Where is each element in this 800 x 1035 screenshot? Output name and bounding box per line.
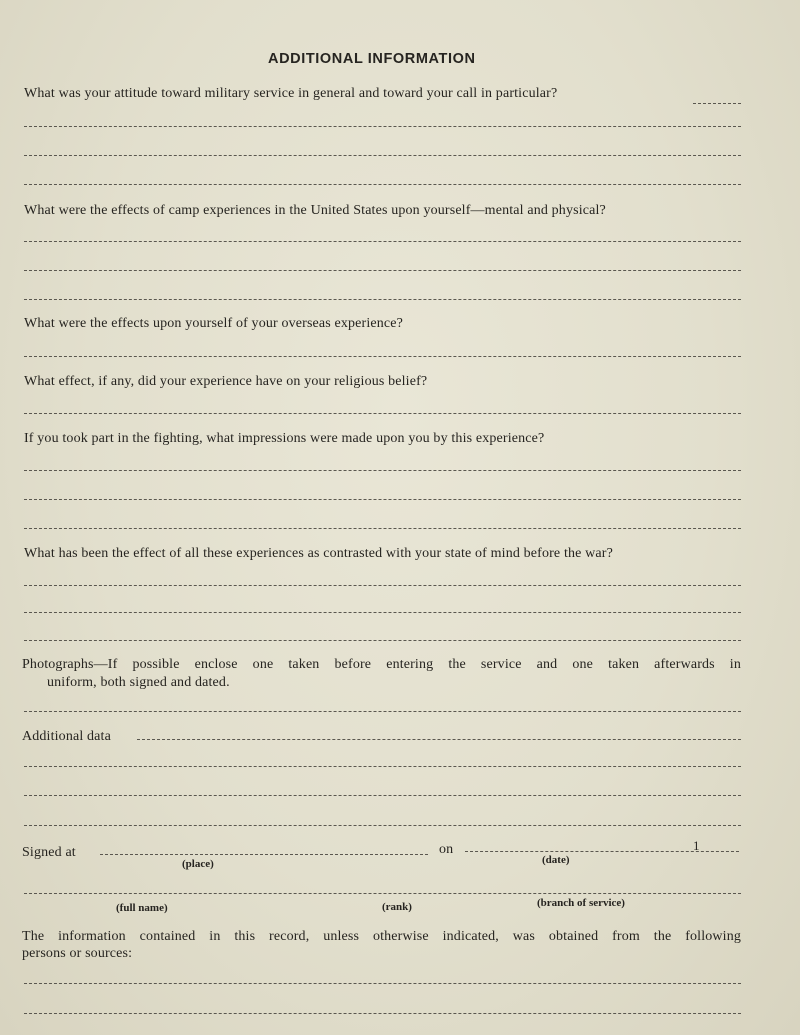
place-field[interactable] xyxy=(100,854,428,855)
answer-line[interactable] xyxy=(24,270,741,271)
date-caption: (date) xyxy=(542,854,570,866)
answer-line[interactable] xyxy=(24,126,741,127)
question-fighting: If you took part in the fighting, what impressions were made upon you by this experience? xyxy=(24,431,545,446)
date-year-prefix: 1 xyxy=(693,838,700,853)
photographs-instruction-cont: uniform, both signed and dated. xyxy=(47,675,230,690)
photographs-instruction: Photographs—If possible enclose one taken before entering the service and one taken afterwards in xyxy=(22,657,741,672)
answer-line[interactable] xyxy=(24,413,741,414)
answer-line[interactable] xyxy=(24,795,741,796)
rank-caption: (rank) xyxy=(382,901,412,913)
answer-line[interactable] xyxy=(24,825,741,826)
question-state-of-mind: What has been the effect of all these experiences as contrasted with your state of mind before the war? xyxy=(24,546,613,561)
question-attitude: What was your attitude toward military service in general and toward your call in particular? xyxy=(24,86,558,101)
sources-statement-cont: persons or sources: xyxy=(22,946,133,961)
answer-line[interactable] xyxy=(24,299,741,300)
answer-line[interactable] xyxy=(24,356,741,357)
answer-line[interactable] xyxy=(24,640,741,641)
signature-line[interactable] xyxy=(24,893,741,894)
branch-caption: (branch of service) xyxy=(537,897,625,909)
sources-line[interactable] xyxy=(24,983,741,984)
answer-line[interactable] xyxy=(24,470,741,471)
sources-line[interactable] xyxy=(24,1013,741,1014)
answer-line[interactable] xyxy=(693,103,741,104)
place-caption: (place) xyxy=(182,858,214,870)
answer-line[interactable] xyxy=(24,499,741,500)
answer-line[interactable] xyxy=(24,155,741,156)
answer-line[interactable] xyxy=(24,241,741,242)
additional-data-label: Additional data xyxy=(22,729,111,744)
answer-line[interactable] xyxy=(24,184,741,185)
full-name-caption: (full name) xyxy=(116,902,168,914)
answer-line[interactable] xyxy=(24,766,741,767)
page-title: ADDITIONAL INFORMATION xyxy=(268,51,476,67)
answer-line[interactable] xyxy=(24,528,741,529)
on-label: on xyxy=(439,842,454,857)
question-overseas: What were the effects upon yourself of your overseas experience? xyxy=(24,316,404,331)
answer-line[interactable] xyxy=(24,711,741,712)
question-religious-belief: What effect, if any, did your experience have on your religious belief? xyxy=(24,374,428,389)
answer-line[interactable] xyxy=(24,585,741,586)
question-camp-experiences: What were the effects of camp experiences in the United States upon yourself—mental and physical? xyxy=(24,203,606,218)
additional-data-line[interactable] xyxy=(137,739,741,740)
signed-at-label: Signed at xyxy=(22,845,76,860)
answer-line[interactable] xyxy=(24,612,741,613)
sources-statement: The information contained in this record, unless otherwise indicated, was obtained from the following xyxy=(22,929,741,944)
